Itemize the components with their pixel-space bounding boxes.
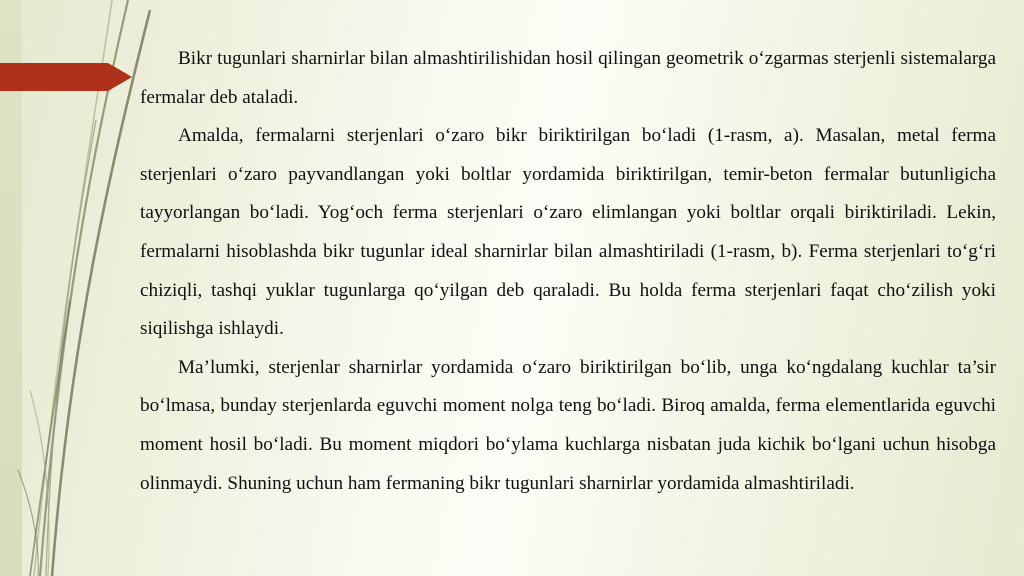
paragraph-1: Bikr tugunlari sharnirlar bilan almashtirilishidan hosil qilingan geometrik o‘zgarmas sterjenli sistemalarga fermalar deb ataladi. [140, 48, 996, 108]
slide-body-text [140, 40, 996, 503]
paragraph-2: Amalda, fermalarni sterjenlari o‘zaro bikr biriktirilgan bo‘ladi (1-rasm, a). Masalan, metal ferma sterjenlari o‘zaro payvandlangan yoki boltlar yordamida biriktirilgan, temir-beton fermalar butunligicha tayyorlangan bo‘ladi. Yog‘och ferma sterjenlari o‘zaro elimlangan yoki boltlar orqali biriktiriladi. Lekin, fermalarni hisoblashda bikr tugunlar ideal sharnirlar bilan almashtiriladi (1-rasm, b). Ferma sterjenlari to‘g‘ri chiziqli, tashqi yuklar tugunlarga qo‘yilgan deb qaraladi. Bu holda ferma sterjenlari faqat cho‘zilish yoki siqilishga ishlaydi. [140, 125, 996, 340]
left-olive-band [0, 0, 22, 576]
paragraph-3: Ma’lumki, sterjenlar sharnirlar yordamida o‘zaro biriktirilgan bo‘lib, unga ko‘ngdalang kuchlar ta’sir bo‘lmasa, bunday sterjenlarda eguvchi moment nolga teng bo‘ladi. Biroq amalda, ferma elementlarida eguvchi moment hosil bo‘ladi. Bu moment miqdori bo‘ylama kuchlarga nisbatan juda kichik bo‘lgani uchun hisobga olinmaydi. Shuning uchun ham fermaning bikr tugunlari sharnirlar yordamida almashtiriladi. [140, 356, 996, 494]
